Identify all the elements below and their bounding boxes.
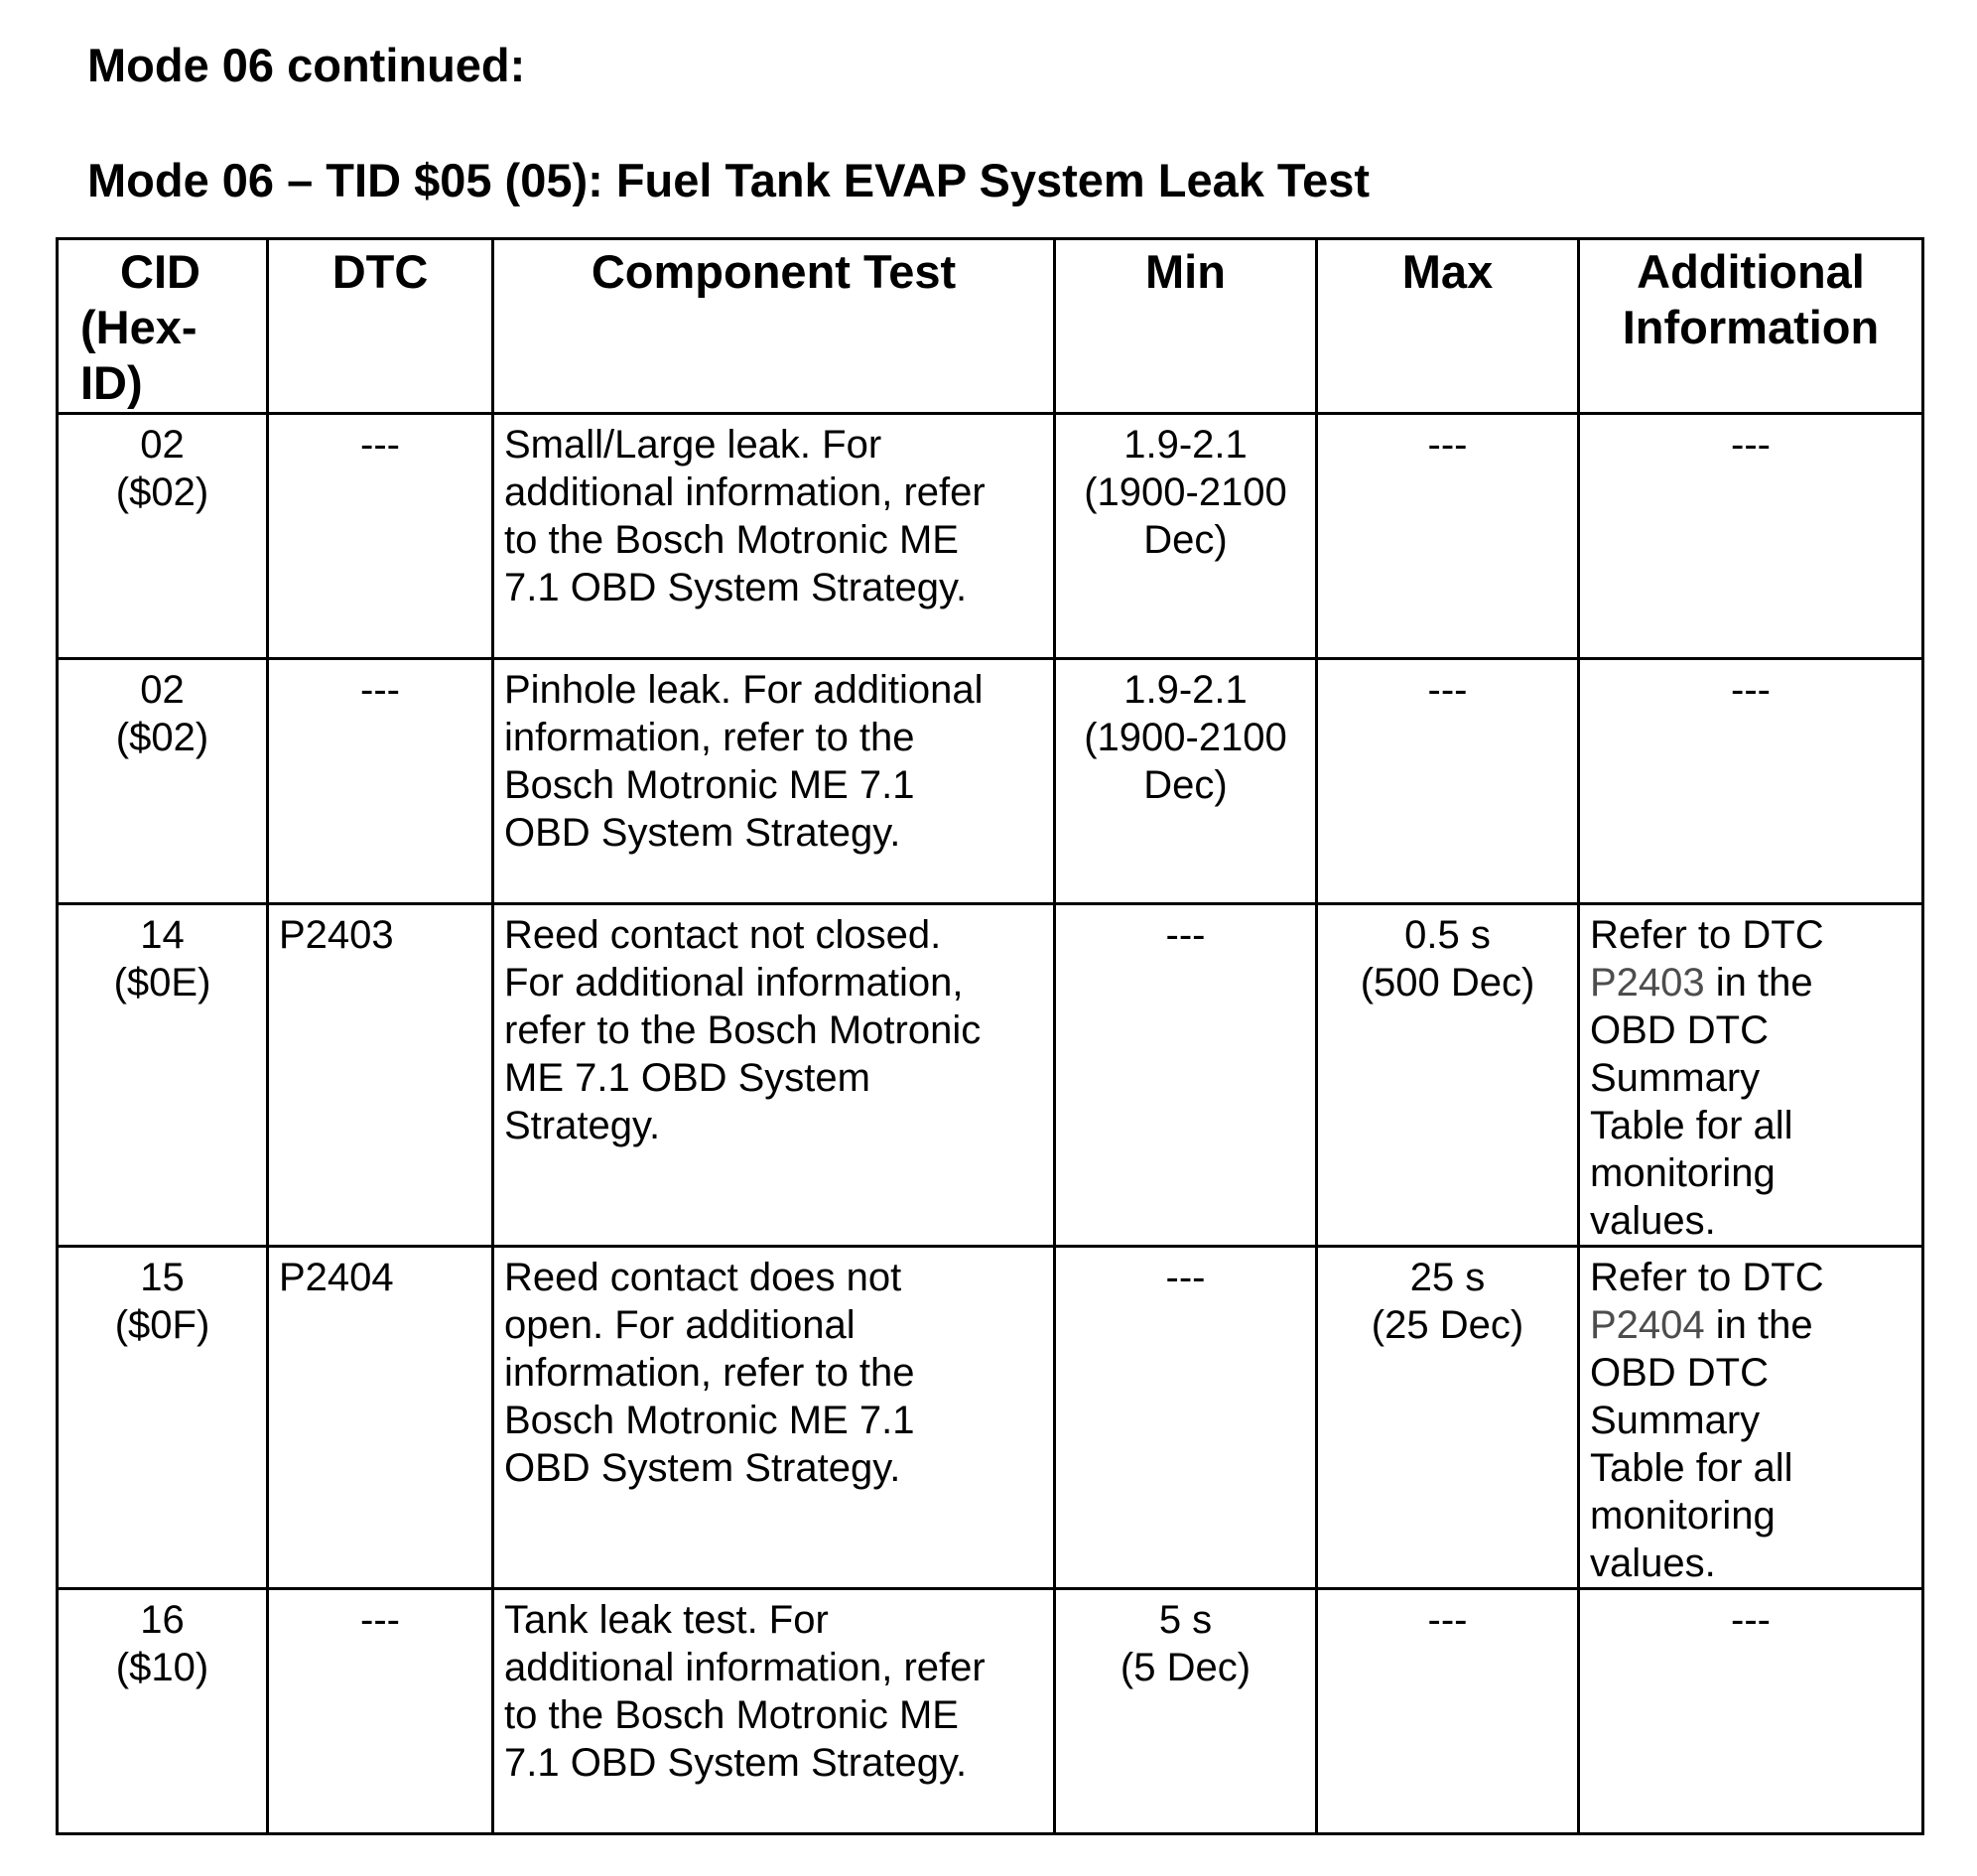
additional-info-line: Summary bbox=[1590, 1056, 1761, 1100]
additional-info-line: values. bbox=[1590, 1541, 1716, 1585]
cell-min: --- bbox=[1055, 904, 1317, 1247]
col-header-cid-line: (Hex- bbox=[80, 301, 198, 353]
cell-additional-information: --- bbox=[1579, 659, 1923, 904]
mode06-tid05-table bbox=[56, 237, 1924, 1835]
header-row bbox=[58, 239, 1923, 414]
cid-value: 15 bbox=[140, 1256, 185, 1299]
cell-additional-information bbox=[1579, 1247, 1923, 1589]
component-test-line: information, refer to the bbox=[504, 1351, 915, 1395]
cell-min: --- bbox=[1055, 1247, 1317, 1589]
component-test-line: 7.1 OBD System Strategy. bbox=[504, 566, 968, 609]
component-test-line: Pinhole leak. For additional bbox=[504, 668, 984, 712]
component-test-line: Small/Large leak. For bbox=[504, 423, 882, 467]
dtc-reference-link[interactable]: P2404 bbox=[1590, 1303, 1705, 1347]
additional-info-text: in the bbox=[1704, 961, 1813, 1005]
cell-max: --- bbox=[1317, 1589, 1579, 1834]
cell-dtc: P2404 bbox=[268, 1247, 493, 1589]
component-test-line: Reed contact not closed. bbox=[504, 913, 942, 957]
cid-value: 02 bbox=[140, 423, 185, 467]
col-header-dtc: DTC bbox=[268, 239, 493, 414]
additional-info-line: Table for all bbox=[1590, 1446, 1793, 1490]
component-test-line: Reed contact does not bbox=[504, 1256, 902, 1299]
col-header-cid bbox=[58, 239, 268, 414]
component-test-line: Strategy. bbox=[504, 1104, 661, 1147]
component-test-line: Bosch Motronic ME 7.1 bbox=[504, 763, 915, 807]
additional-info-line: monitoring bbox=[1590, 1151, 1776, 1195]
component-test-line: information, refer to the bbox=[504, 716, 915, 759]
cell-min bbox=[1055, 659, 1317, 904]
col-header-min: Min bbox=[1055, 239, 1317, 414]
table-row bbox=[58, 1247, 1923, 1589]
cell-component-test bbox=[493, 1247, 1055, 1589]
cell-max bbox=[1317, 904, 1579, 1247]
col-header-additional-information bbox=[1579, 239, 1923, 414]
component-test-line: ME 7.1 OBD System bbox=[504, 1056, 870, 1100]
additional-info-line: Refer to DTC bbox=[1590, 1256, 1824, 1299]
cid-hex: ($10) bbox=[115, 1646, 209, 1689]
additional-info-line: values. bbox=[1590, 1199, 1716, 1243]
max-line: 25 s bbox=[1409, 1256, 1486, 1299]
additional-info-line: monitoring bbox=[1590, 1494, 1776, 1538]
col-header-max: Max bbox=[1317, 239, 1579, 414]
min-line: Dec) bbox=[1143, 763, 1228, 807]
max-line: 0.5 s bbox=[1404, 913, 1491, 957]
additional-info-line: Table for all bbox=[1590, 1104, 1793, 1147]
cell-additional-information bbox=[1579, 904, 1923, 1247]
min-line: 5 s bbox=[1158, 1598, 1213, 1642]
table-row bbox=[58, 904, 1923, 1247]
cid-hex: ($0E) bbox=[113, 961, 211, 1005]
col-header-additional-line: Information bbox=[1622, 301, 1880, 353]
additional-info-line bbox=[1590, 1301, 1911, 1349]
component-test-line: refer to the Bosch Motronic bbox=[504, 1008, 982, 1052]
cell-component-test bbox=[493, 414, 1055, 659]
cell-cid bbox=[58, 1589, 268, 1834]
component-test-line: open. For additional bbox=[504, 1303, 856, 1347]
cell-additional-information: --- bbox=[1579, 414, 1923, 659]
cell-max: --- bbox=[1317, 414, 1579, 659]
component-test-line: additional information, refer bbox=[504, 470, 986, 514]
cell-component-test bbox=[493, 659, 1055, 904]
table-title: Mode 06 – TID $05 (05): Fuel Tank EVAP System Leak Test bbox=[87, 154, 1371, 206]
component-test-line: OBD System Strategy. bbox=[504, 1446, 901, 1490]
cell-component-test bbox=[493, 904, 1055, 1247]
cid-value: 02 bbox=[140, 668, 185, 712]
additional-info-line: OBD DTC bbox=[1590, 1008, 1769, 1052]
component-test-line: For additional information, bbox=[504, 961, 964, 1005]
min-line: 1.9-2.1 bbox=[1123, 423, 1248, 467]
component-test-line: OBD System Strategy. bbox=[504, 811, 901, 855]
cell-max bbox=[1317, 1247, 1579, 1589]
max-line: (25 Dec) bbox=[1371, 1303, 1524, 1347]
component-test-line: Bosch Motronic ME 7.1 bbox=[504, 1399, 915, 1442]
table-row bbox=[58, 1589, 1923, 1834]
additional-info-line: OBD DTC bbox=[1590, 1351, 1769, 1395]
col-header-cid-line: CID bbox=[120, 245, 200, 298]
cell-component-test bbox=[493, 1589, 1055, 1834]
cid-hex: ($0F) bbox=[114, 1303, 210, 1347]
cid-value: 14 bbox=[140, 913, 185, 957]
additional-info-line: Summary bbox=[1590, 1399, 1761, 1442]
max-line: (500 Dec) bbox=[1360, 961, 1535, 1005]
page-heading: Mode 06 continued: bbox=[87, 39, 526, 91]
min-line: (5 Dec) bbox=[1120, 1646, 1252, 1689]
additional-info-line: Refer to DTC bbox=[1590, 913, 1824, 957]
cell-cid bbox=[58, 904, 268, 1247]
cid-hex: ($02) bbox=[115, 470, 209, 514]
component-test-line: additional information, refer bbox=[504, 1646, 986, 1689]
cell-dtc: P2403 bbox=[268, 904, 493, 1247]
col-header-cid-line: ID) bbox=[80, 356, 143, 409]
cell-min bbox=[1055, 1589, 1317, 1834]
cell-dtc: --- bbox=[268, 1589, 493, 1834]
dtc-reference-link[interactable]: P2403 bbox=[1590, 961, 1705, 1005]
min-line: 1.9-2.1 bbox=[1123, 668, 1248, 712]
cell-dtc: --- bbox=[268, 414, 493, 659]
component-test-line: to the Bosch Motronic ME bbox=[504, 1693, 959, 1737]
component-test-line: Tank leak test. For bbox=[504, 1598, 829, 1642]
cell-dtc: --- bbox=[268, 659, 493, 904]
cell-cid bbox=[58, 659, 268, 904]
cell-cid bbox=[58, 1247, 268, 1589]
cell-cid bbox=[58, 414, 268, 659]
table-row bbox=[58, 659, 1923, 904]
col-header-component-test: Component Test bbox=[493, 239, 1055, 414]
cell-additional-information: --- bbox=[1579, 1589, 1923, 1834]
min-line: Dec) bbox=[1143, 518, 1228, 562]
additional-info-line bbox=[1590, 959, 1911, 1006]
cid-hex: ($02) bbox=[115, 716, 209, 759]
cid-value: 16 bbox=[140, 1598, 185, 1642]
component-test-line: to the Bosch Motronic ME bbox=[504, 518, 959, 562]
component-test-line: 7.1 OBD System Strategy. bbox=[504, 1741, 968, 1785]
cell-max: --- bbox=[1317, 659, 1579, 904]
min-line: (1900-2100 bbox=[1084, 716, 1287, 759]
cell-min bbox=[1055, 414, 1317, 659]
table-row bbox=[58, 414, 1923, 659]
col-header-additional-line: Additional bbox=[1637, 245, 1865, 298]
min-line: (1900-2100 bbox=[1084, 470, 1287, 514]
additional-info-text: in the bbox=[1704, 1303, 1813, 1347]
